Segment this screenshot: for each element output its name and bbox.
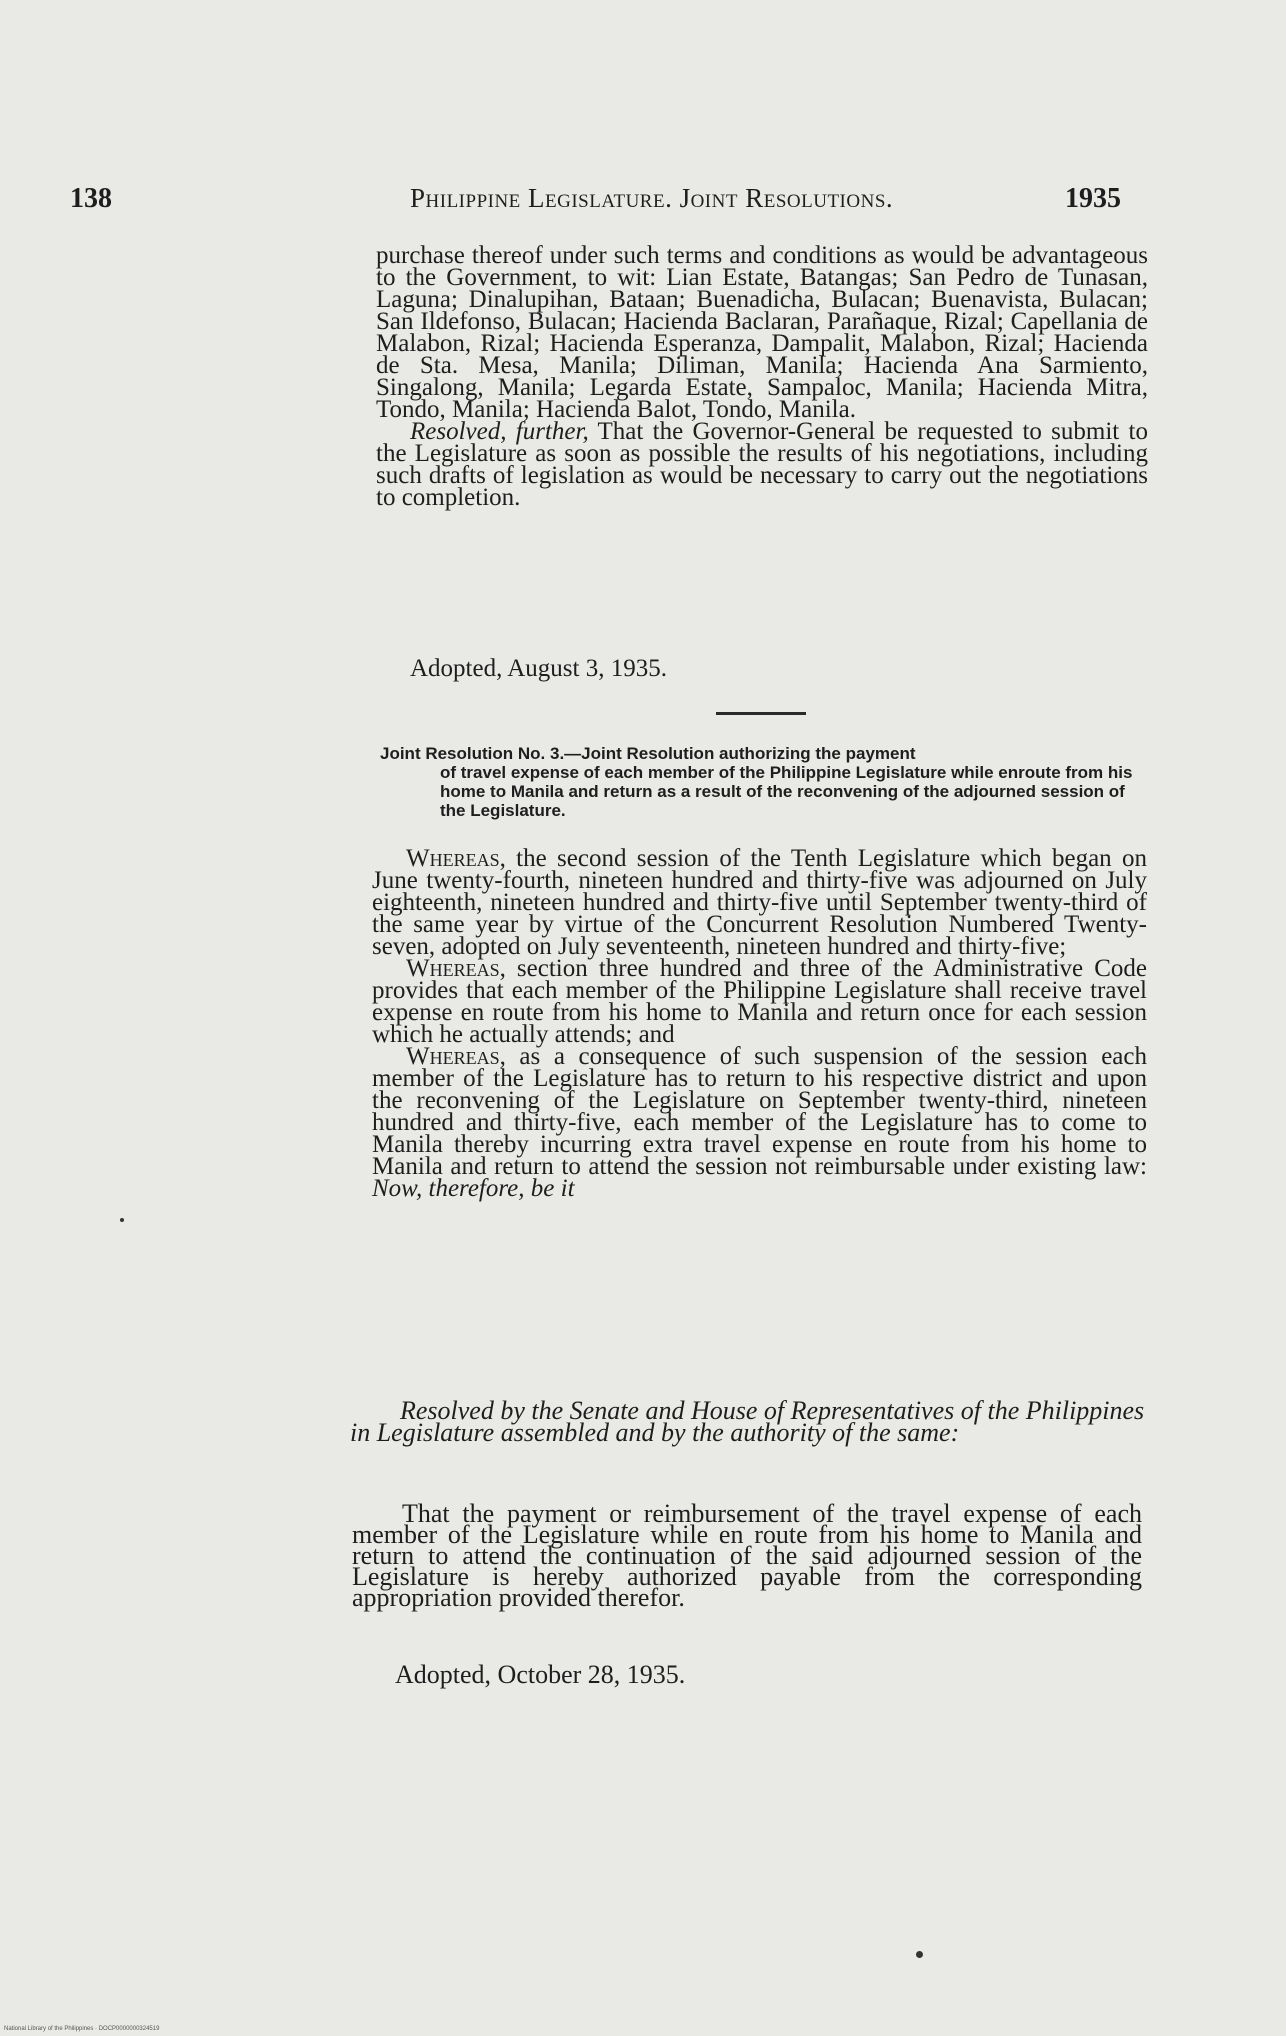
resolution-heading-rest: of travel expense of each member of the Philippine Legislature while enroute from his home to Manila and return as a result of the reconvening of the adjourned session of the Legislature. <box>440 763 1133 820</box>
resolved-further-paragraph <box>376 418 1148 511</box>
operative-clause: That the payment or reimbursement of the travel expense of each member of the Legislature while en route from his home to Manila and return to attend the continuation of the said adjourned session of the Legislature is hereby authorized payable from the corresponding appropriation provided therefor. <box>352 1499 1142 1612</box>
whereas-text-2: section three hundred and three of the Administrative Code provides that each member of the Philippine Legislature shall receive travel expense en route from his home to Manila and return once for each session which he actually attends; and <box>372 955 1147 1048</box>
enacting-clause: Resolved by the Senate and House of Representatives of the Philippines in Legislature assembled and by the authority of the same: <box>350 1396 1145 1447</box>
continuation-paragraph: purchase thereof under such terms and conditions as would be advantageous to the Government, to wit: Lian Estate, Batangas; San Pedro de Tunasan, Laguna; Dinalupihan, Bataan; Buenadicha, Bulacan; Buenavista, Bulacan; San Ildefonso, Bulacan; Hacienda Baclaran, Parañaque, Rizal; Capellania de Malabon, Rizal; Hacienda Esperanza, Dampalit, Malabon, Rizal; Hacienda de Sta. Mesa, Manila; Diliman, Manila; Hacienda Ana Sarmiento, Singalong, Manila; Legarda Estate, Sampaloc, Manila; Hacienda Mitra, Tondo, Manila; Hacienda Balot, Tondo, Manila. <box>376 242 1148 423</box>
continuation-block <box>376 242 1148 511</box>
whereas-paragraph-2 <box>372 955 1147 1048</box>
running-year: 1935 <box>1065 183 1121 214</box>
resolution-heading <box>380 744 1146 820</box>
whereas-paragraph-3 <box>372 1043 1147 1202</box>
adopted-date-1: Adopted, August 3, 1935. <box>410 655 667 682</box>
page-number: 138 <box>70 183 112 214</box>
resolution-heading-first-line: Joint Resolution No. 3.—Joint Resolution authorizing the payment <box>380 744 916 763</box>
whereas-text-1: the second session of the Tenth Legislature which began on June twenty-fourth, nineteen hundred and thirty-five was adjourned on July eighteenth, nineteen hundred and thirty-five until September twenty-third of the same year by virtue of the Concurrent Resolution Numbered Twenty-seven, adopted on July seventeenth, nineteen hundred and thirty-five; <box>372 845 1147 960</box>
scan-speck <box>120 1218 124 1222</box>
whereas-text-3: as a consequence of such suspension of the session each member of the Legislature has to return to his respective district and upon the reconvening of the Legislature on September twenty-third, nineteen hundred and thirty-five, each member of the Legislature has to come to Manila thereby incurring extra travel expense en route from his home to Manila and return to attend the session not reimbursable under existing law: <box>372 1043 1147 1180</box>
whereas-label: Whereas, <box>406 1043 506 1070</box>
adopted-date-2: Adopted, October 28, 1935. <box>395 1660 686 1689</box>
whereas-label: Whereas, <box>406 955 506 982</box>
scan-speck <box>916 1951 923 1958</box>
whereas-paragraph-1 <box>372 845 1147 960</box>
scan-source-id: National Library of the Philippines · DOCP0000000324519 <box>4 2026 160 2032</box>
whereas-label: Whereas, <box>406 845 506 872</box>
resolved-further-label: Resolved, further, <box>410 418 589 445</box>
resolved-further-text: That the Governor-General be requested to submit to the Legislature as soon as possible the results of his negotiations, including such drafts of legislation as would be necessary to carry out the negotiations to completion. <box>376 418 1148 511</box>
running-head: Philippine Legislature. Joint Resolutions. <box>410 183 894 213</box>
now-therefore: Now, therefore, be it <box>372 1175 575 1202</box>
section-divider <box>716 712 806 715</box>
whereas-block <box>372 845 1147 1202</box>
